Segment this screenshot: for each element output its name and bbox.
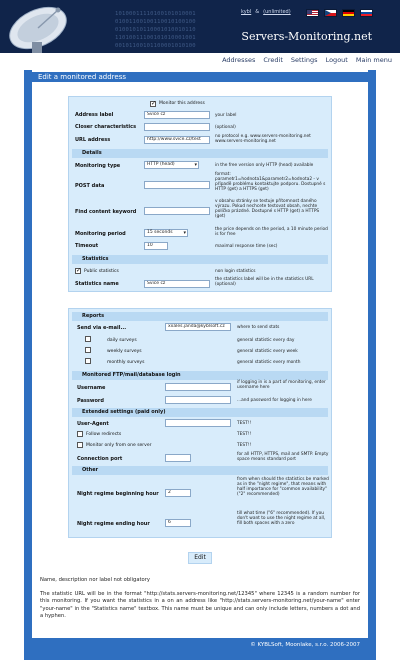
- main-nav: [0, 53, 400, 67]
- monthly-checkbox[interactable]: [85, 358, 91, 364]
- address-form-panel: [68, 96, 332, 292]
- site-header: [0, 0, 400, 53]
- reports-section-title: Reports: [72, 312, 328, 321]
- user-agent-label: User-Agent: [77, 421, 109, 427]
- period-select[interactable]: 15 seconds ▾: [144, 229, 188, 237]
- period-note: the price depends on the period, a 10 minute period is for free: [215, 227, 328, 237]
- other-section-title: Other: [72, 466, 328, 475]
- account-user-link[interactable]: kybl: [241, 9, 252, 15]
- public-stats-label: Public statistics: [84, 269, 119, 274]
- reports-form-panel: [68, 308, 332, 538]
- period-label: Monitoring period: [75, 231, 126, 237]
- flag-sk-icon[interactable]: [360, 9, 373, 17]
- timeout-note: maximal response time (sec): [215, 244, 278, 249]
- monitor-label: Monitor this address: [159, 101, 205, 106]
- port-input[interactable]: [165, 454, 191, 462]
- address-label-input[interactable]: Svice cz: [144, 111, 210, 119]
- footer-note-stats-url: The statistic URL will be in the format "http://stats.servers-monitoring.net/12345" where 12345 is a random number for this monitoring. If you want the statistics in a on an address like "http://stats.servers-monitoring.net/your-name" enter "your-name" in the "Statistics name" textbox. This name must be unique and can only include letters, numbers a dot and a hyphen.: [40, 591, 360, 619]
- language-flags: [306, 9, 373, 17]
- page-title: Edit a monitored address: [32, 72, 368, 82]
- nav-main-menu[interactable]: Main menu: [355, 56, 392, 64]
- password-label: Password: [77, 398, 104, 404]
- left-border: [24, 70, 32, 660]
- satellite-dish-logo: [6, 2, 76, 53]
- brand-name: Servers-Monitoring.net: [241, 30, 372, 43]
- night-end-input[interactable]: 6: [165, 519, 191, 527]
- url-input[interactable]: http://www.svice.cz/test: [144, 136, 210, 144]
- url-note: no protocol e.g. www.servers-monitoring.net www.servers-monitoring.net: [215, 134, 311, 144]
- content-keyword-input[interactable]: [144, 207, 210, 215]
- monthly-label: monthly surveys: [107, 360, 145, 365]
- right-border: [368, 70, 376, 660]
- details-section-title: Details: [72, 149, 328, 158]
- one-server-label: Monitor only from one server: [86, 443, 152, 448]
- user-agent-input[interactable]: [165, 419, 231, 427]
- follow-redirects-label: Follow redirects: [86, 432, 122, 437]
- username-label: Username: [77, 385, 106, 391]
- stats-name-input[interactable]: Svice cz: [144, 280, 210, 288]
- address-label-label: Address label: [75, 112, 114, 118]
- stats-name-label: Statistics name: [75, 281, 119, 287]
- port-label: Connection port: [77, 456, 123, 462]
- send-email-note: where to send stats: [237, 325, 280, 330]
- copyright: © KYBLSoft, Moonlake, s.r.o. 2006-2007: [32, 638, 368, 660]
- monthly-note: general statistic every month: [237, 360, 301, 365]
- monitoring-type-note: in the free version only HTTP (head) available: [215, 163, 314, 168]
- timeout-input[interactable]: 10: [144, 242, 168, 250]
- port-note: for all HTTP, HTTPS, mail and SMTP. Empty space means standard port: [237, 452, 329, 462]
- ftp-section-title: Monitored FTP/mail/database login: [72, 371, 328, 380]
- timeout-label: Timeout: [75, 243, 99, 249]
- account-links: [241, 9, 295, 15]
- statistics-section-title: Statistics: [72, 255, 328, 264]
- night-begin-label: Night regime beginning hour: [77, 491, 159, 497]
- edit-button[interactable]: Edit: [188, 552, 212, 564]
- monitoring-type-label: Monitoring type: [75, 163, 121, 169]
- binary-decoration: 10100011110100101010001 01001100100110010100100 01001010110001010010110 11010011100101010001001 00101100101100001010100: [115, 11, 196, 49]
- content-keyword-label: Find content keyword: [75, 209, 137, 215]
- footer-note-optional: Name, description nor label not obligatory: [40, 577, 150, 583]
- password-input[interactable]: [165, 396, 231, 404]
- post-data-note: format: parametr1=hodnota1&parametr2=hodnota2 - v případě problému kontaktujte podporu. Dostupné s HTTP (get) a HTTPS (get): [215, 172, 326, 192]
- one-server-note: TEST!!: [237, 443, 252, 448]
- public-stats-note: non login statistics: [215, 269, 256, 274]
- weekly-note: general statistic every week: [237, 349, 298, 354]
- username-input[interactable]: [165, 383, 231, 391]
- closer-input[interactable]: [144, 123, 210, 131]
- night-begin-input[interactable]: 2: [165, 489, 191, 497]
- nav-settings[interactable]: Settings: [290, 56, 318, 64]
- post-data-input[interactable]: [144, 181, 210, 189]
- follow-redirects-note: TEST!!: [237, 432, 252, 437]
- flag-de-icon[interactable]: [342, 9, 355, 17]
- content-keyword-note: v obsahu stránky se testuje přítomnost daného výrazu. Pokud nechcete testovat obsah, nechte políčko prázdné. Dostupné s HTTP (get) a HTTPS (get): [215, 199, 320, 219]
- closer-note: (optional): [215, 125, 236, 130]
- password-note: ...and password for logging in here: [237, 398, 312, 403]
- address-label-note: your label: [215, 113, 237, 118]
- stats-name-note: the statistics label will be in the statistics URL (optional): [215, 277, 314, 287]
- monitoring-type-select[interactable]: HTTP (head) ▾: [144, 161, 199, 169]
- follow-redirects-checkbox[interactable]: [77, 431, 83, 437]
- weekly-checkbox[interactable]: [85, 347, 91, 353]
- night-end-label: Night regime ending hour: [77, 521, 150, 527]
- extended-section-title: Extended settings (paid only): [72, 408, 328, 417]
- night-begin-note: from when should the statistics be marked as in the "night regime", that means with half importance for "common availability" ("2" recommended): [237, 477, 329, 497]
- account-plan-link[interactable]: (unlimited): [263, 9, 291, 15]
- night-end-note: till what time ("6" recommended). If you don't want to use the night regime at all, fill both spaces with a zero: [237, 511, 326, 526]
- send-email-label: Send via e-mail...: [77, 325, 127, 331]
- daily-label: daily surveys: [107, 338, 137, 343]
- nav-addresses[interactable]: Addresses: [222, 56, 256, 64]
- closer-label: Closer characteristics: [75, 124, 137, 130]
- daily-checkbox[interactable]: [85, 336, 91, 342]
- nav-logout[interactable]: Logout: [325, 56, 348, 64]
- nav-credit[interactable]: Credit: [263, 56, 283, 64]
- flag-cz-icon[interactable]: [324, 9, 337, 17]
- one-server-checkbox[interactable]: [77, 442, 83, 448]
- account-separator: &: [255, 9, 260, 15]
- public-stats-checkbox[interactable]: [75, 268, 81, 274]
- daily-note: general statistic every day: [237, 338, 295, 343]
- send-email-input[interactable]: xxales.janda@kyblsoft.cz: [165, 323, 231, 331]
- post-data-label: POST data: [75, 183, 105, 189]
- user-agent-note: TEST!!: [237, 421, 252, 426]
- flag-us-icon[interactable]: [306, 9, 319, 17]
- username-note: if logging in is a part of monitoring, enter username here: [237, 380, 326, 390]
- monitor-checkbox[interactable]: [150, 101, 156, 107]
- url-label: URL address: [75, 137, 111, 143]
- weekly-label: weekly surveys: [107, 349, 142, 354]
